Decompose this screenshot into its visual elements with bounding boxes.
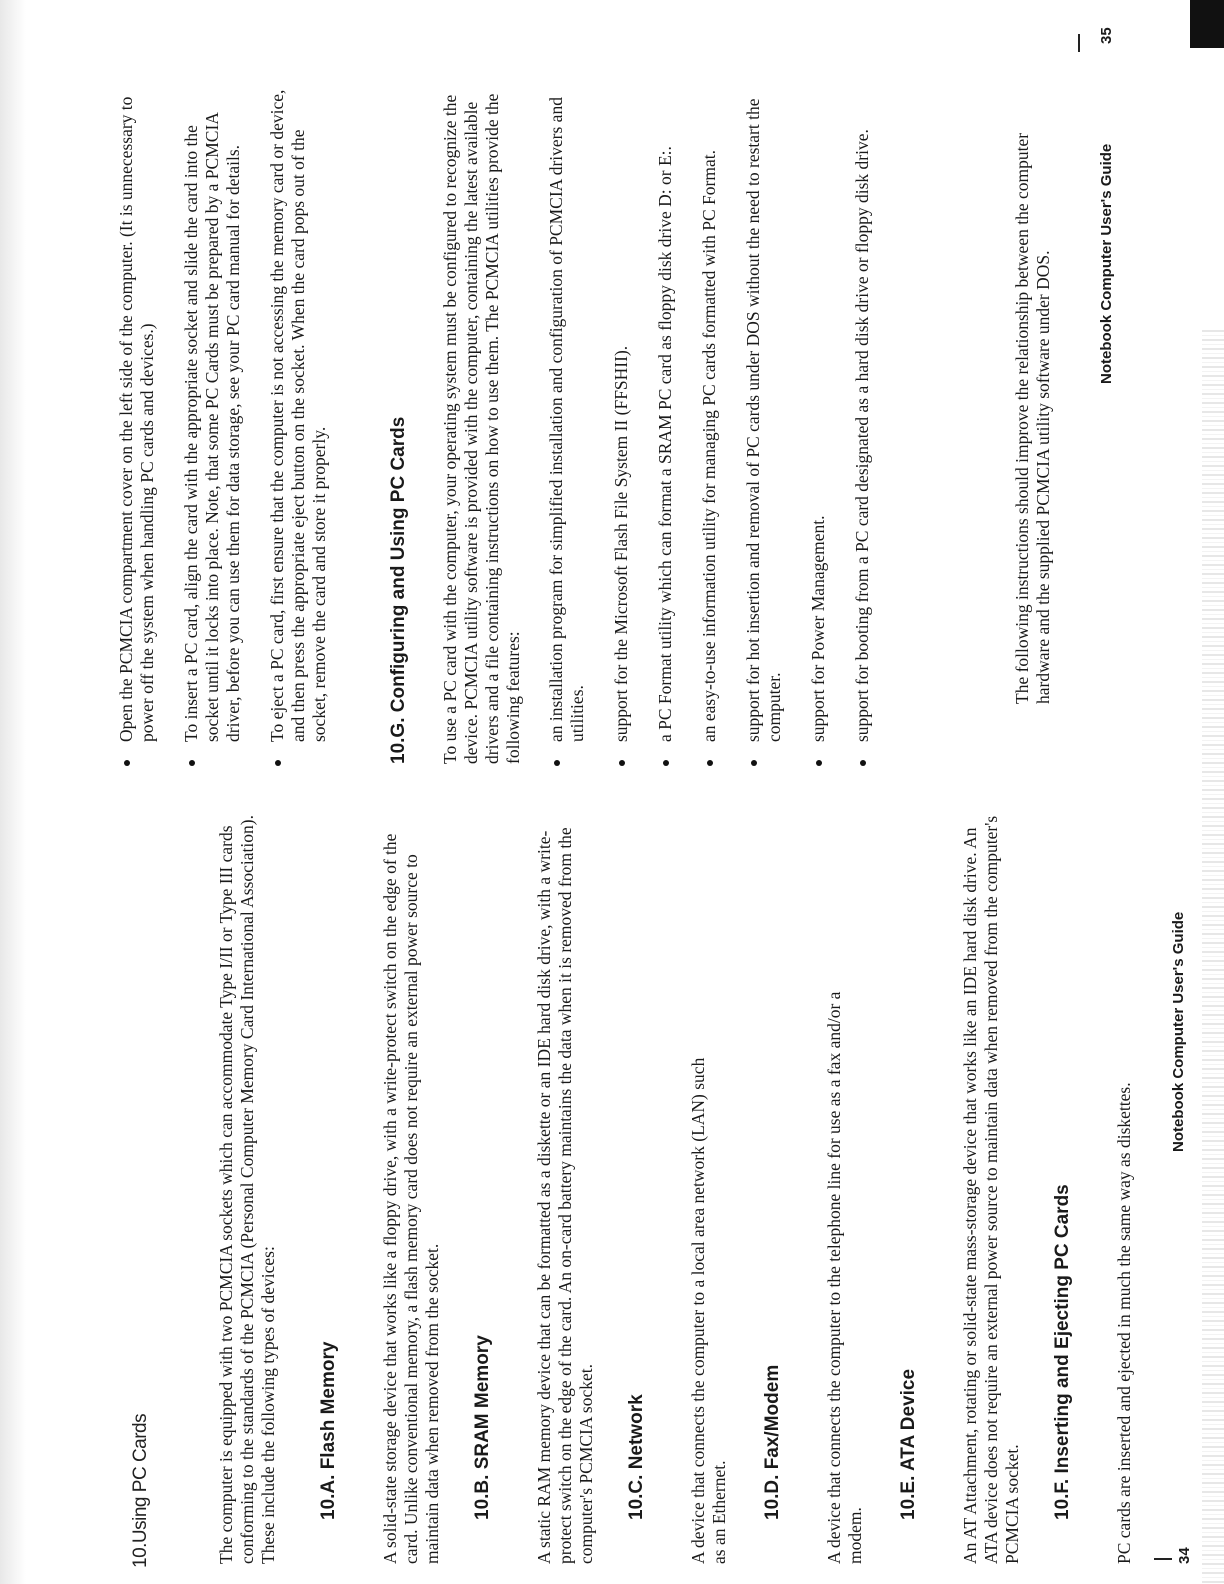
bullet-icon (189, 760, 195, 766)
bullet-icon (275, 760, 281, 766)
running-head: 10.Using PC Cards (130, 1413, 151, 1568)
heading-network: 10.C. Network (626, 1394, 647, 1520)
heading-fax-modem: 10.D. Fax/Modem (762, 1364, 783, 1520)
list-item: To eject a PC card, first ensure that the computer is not accessing the memory card or device, and then press the appropriate eject button on the socket. When the card pops out of the socket, remove the card and store it properly. (267, 84, 330, 764)
list-item: Open the PCMCIA compartment cover on the left side of the computer. (It is unnecessary to power off the system when handling PC cards and devices.) (116, 84, 158, 764)
page-34 (0, 784, 1224, 1584)
bullet-icon (816, 760, 822, 766)
inserting-text: PC cards are inserted and ejected in much the same way as diskettes. (1114, 1082, 1134, 1564)
closing-paragraph: The following instructions should improve the relationship between the computer hardware and the supplied PCMCIA utility software under DOS. (1012, 132, 1053, 704)
list-item: an easy-to-use information utility for managing PC cards formatted with PC Format. (699, 64, 720, 764)
footer-rule (1154, 1559, 1172, 1561)
bullet-icon (554, 760, 560, 766)
footer-title: Notebook Computer User's Guide (1098, 143, 1115, 384)
heading-inserting-ejecting: 10.F. Inserting and Ejecting PC Cards (1052, 1184, 1073, 1520)
flash-memory-text: A solid-state storage device that works like a floppy drive, with a write-protect switch on the edge of the card. Unlike conventional memory, a flash memory card does not require an external power source to maintain data when removed from the socket. (380, 833, 442, 1564)
page-number: 35 (1098, 27, 1115, 44)
footer-title: Notebook Computer User's Guide (1170, 911, 1187, 1152)
list-item: support for the Microsoft Flash File System II (FFSHII). (611, 64, 632, 764)
bullet-icon (663, 760, 669, 766)
bullet-icon (124, 760, 130, 766)
intro-paragraph: The computer is equipped with two PCMCIA sockets which can accommodate Type I/II or Type III cards conforming to the standards of the PCMCIA (Personal Computer Memory Card International Association). These include the following types of devices: (216, 815, 278, 1564)
heading-ata-device: 10.E. ATA Device (898, 1368, 919, 1520)
pcmcia-features-list (546, 64, 896, 764)
insert-eject-steps (116, 84, 353, 764)
bullet-icon (751, 760, 757, 766)
fax-modem-text: A device that connects the computer to the telephone line for use as a fax and/or a modem. (824, 991, 865, 1564)
list-item: an installation program for simplified installation and configuration of PCMCIA drivers and utilities. (546, 64, 588, 764)
ata-device-text: An AT Attachment, rotating or solid-state mass-storage device that works like an IDE hard disk drive. An ATA device does not require an external power source to maintain data when removed from the computer's PCMCIA socket. (960, 815, 1022, 1564)
page-35 (0, 0, 1224, 784)
heading-flash-memory: 10.A. Flash Memory (318, 1341, 339, 1520)
list-item: To insert a PC card, align the card with the appropriate socket and slide the card into the socket until it locks into place. Note, that some PC Cards must be prepared by a PCMCIA driver, before you can use them for data storage, see your PC card manual for details. (181, 84, 244, 764)
heading-configuring: 10.G. Configuring and Using PC Cards (388, 416, 409, 764)
list-item: a PC Format utility which can format a SRAM PC card as floppy disk drive D: or E:. (655, 64, 676, 764)
bullet-icon (860, 760, 866, 766)
network-text: A device that connects the computer to a local area network (LAN) such as an Ethernet. (688, 1057, 729, 1564)
footer-rule (1078, 34, 1080, 52)
list-item: support for booting from a PC card designated as a hard disk drive or floppy disk drive. (852, 64, 873, 764)
configuring-intro: To use a PC card with the computer, your operating system must be configured to recognize the device. PCMCIA utility software is provided with the computer, containing the latest available drivers and a file containing instructions on how to use them. The PCMCIA utilities provide the following features: (440, 93, 523, 764)
list-item: support for Power Management. (808, 64, 829, 764)
bullet-icon (619, 760, 625, 766)
bullet-icon (707, 760, 713, 766)
heading-sram-memory: 10.B. SRAM Memory (472, 1335, 493, 1520)
sram-memory-text: A static RAM memory device that can be formatted as a diskette or an IDE hard disk drive, with a write-protect switch on the edge of the card. An on-card battery maintains the data when it is removed from the computer's PCMCIA socket. (534, 827, 596, 1564)
page-number: 34 (1176, 1547, 1193, 1564)
list-item: support for hot insertion and removal of PC cards under DOS without the need to restart the computer. (743, 64, 785, 764)
